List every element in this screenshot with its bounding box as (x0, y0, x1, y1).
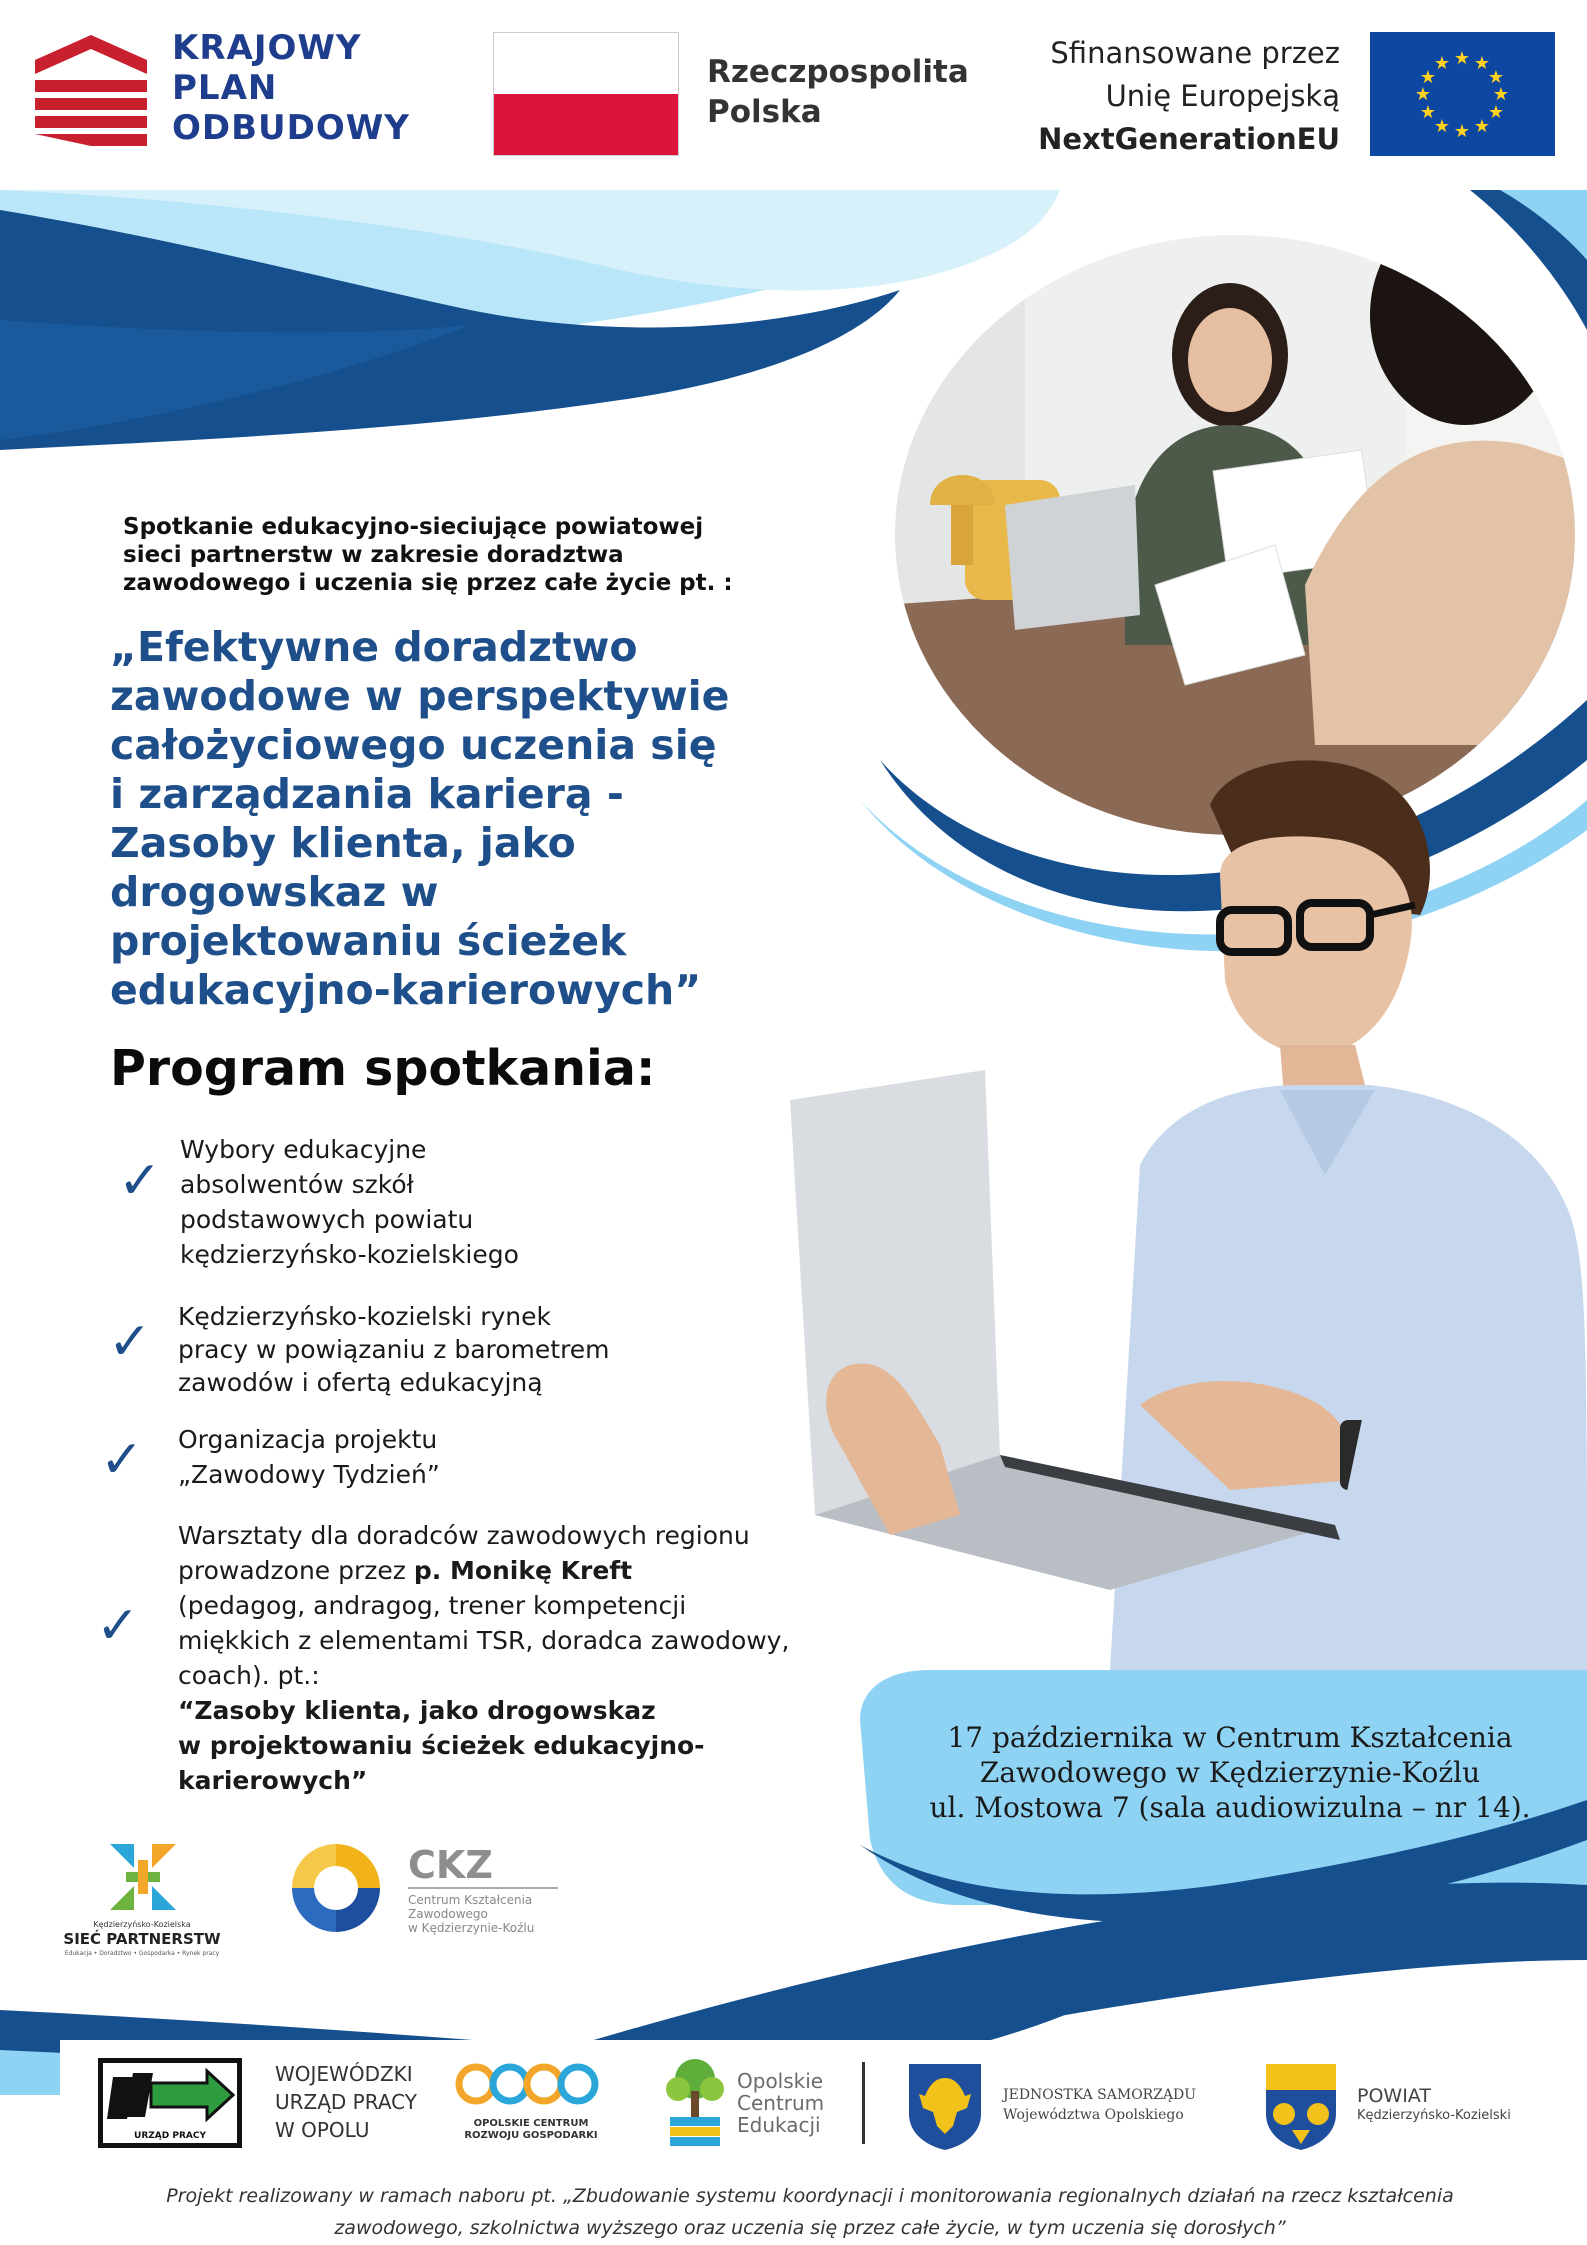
ckz-line1: Centrum Kształcenia (408, 1893, 533, 1907)
rp-line2: Polska (707, 94, 822, 130)
item2-line1: Kędzierzyńsko-kozielski rynek (178, 1302, 551, 1331)
item3-line1: Organizacja projektu (178, 1425, 438, 1454)
venue-line3: ul. Mostowa 7 (sala audiowizulna – nr 14). (929, 1791, 1531, 1824)
eu-line1: Sfinansowane przez (1050, 36, 1340, 70)
polish-flag-icon (493, 32, 679, 156)
title-line1: „Efektywne doradztwo (110, 623, 638, 671)
checkmark-icon: ✓ (118, 1151, 162, 1211)
jst-text (1003, 2085, 1196, 2125)
speaker-name: p. Monikę Kreft (413, 1556, 633, 1585)
ocrg-line1: OPOLSKIE CENTRUM (473, 2118, 589, 2129)
item1-line4: kędzierzyńsko-kozielskiego (180, 1240, 519, 1269)
ckz-line2: Zawodowego (408, 1907, 488, 1921)
svg-text:★: ★ (1453, 48, 1471, 69)
powiat-crest-icon (1262, 2060, 1340, 2152)
ckz-line3: w Kędzierzynie-Koźlu (408, 1921, 535, 1935)
item4-line8: karierowych” (178, 1766, 368, 1795)
ocrg-line2: ROZWOJU GOSPODARKI (464, 2130, 598, 2141)
siec-partnerstw-logo (42, 1820, 242, 1970)
siec-tagline: Edukacja • Doradztwo • Gospodarka • Rynek pracy (64, 1950, 220, 1957)
wup-arrow-icon (107, 2067, 235, 2125)
kpo-line2: PLAN (172, 68, 278, 108)
logo-divider (862, 2062, 865, 2144)
item4-line2-prefix: prowadzone przez (178, 1556, 414, 1585)
item3-line2: „Zawodowy Tydzień” (178, 1460, 440, 1489)
item2-line2: pracy w powiązaniu z barometrem (178, 1335, 610, 1364)
footer-line1: Projekt realizowany w ramach naboru pt. „Zbudowanie systemu koordynacji i monitorowania regionalnych działań na rzecz kształcenia (166, 2185, 1454, 2207)
item4-line6: “Zasoby klienta, jako drogowskaz (178, 1696, 656, 1725)
title-line5: Zasoby klienta, jako (110, 819, 576, 867)
svg-text:★: ★ (1419, 67, 1437, 88)
wup-line3: W OPOLU (275, 2118, 370, 2142)
svg-text:★: ★ (1453, 121, 1471, 142)
svg-text:★: ★ (1473, 116, 1491, 137)
powiat-line2: Kędzierzyńsko-Kozielski (1357, 2108, 1511, 2123)
opolskie-crest-icon (905, 2060, 985, 2152)
svg-text:★: ★ (1487, 67, 1505, 88)
powiat-text (1357, 2085, 1511, 2125)
ocrg-logo-icon (452, 2060, 610, 2108)
intro-line1: Spotkanie edukacyjno-sieciujące powiatowej (123, 514, 704, 540)
wup-logo-icon (98, 2058, 242, 2148)
event-title (110, 623, 870, 1015)
venue-line2: Zawodowego w Kędzierzynie-Koźlu (979, 1756, 1481, 1789)
event-intro (123, 513, 803, 597)
program-item-3 (178, 1422, 718, 1492)
svg-text:★: ★ (1414, 84, 1432, 105)
siec-small-text: Kędzierzyńsko-Kozielska (93, 1920, 191, 1929)
rp-text (707, 52, 969, 132)
eu-line2: Unię Europejską (1105, 79, 1340, 113)
item1-line3: podstawowych powiatu (180, 1205, 474, 1234)
wup-line2: URZĄD PRACY (275, 2090, 417, 2114)
wup-line1: WOJEWÓDZKI (275, 2062, 413, 2086)
program-item-4 (178, 1518, 898, 1798)
title-line4: i zarządzania karierą - (110, 770, 624, 818)
item1-line2: absolwentów szkół (180, 1170, 414, 1199)
jst-line1: JEDNOSTKA SAMORZĄDU (1003, 2087, 1197, 2103)
wup-sign-text: URZĄD PRACY (134, 2131, 206, 2141)
item2-line3: zawodów i ofertą edukacyjną (178, 1368, 543, 1397)
checkmark-icon: ✓ (108, 1312, 152, 1372)
intro-line2: sieci partnerstw w zakresie doradztwa (123, 542, 624, 568)
oce-line1: Opolskie (737, 2069, 824, 2093)
jst-line2: Województwa Opolskiego (1003, 2107, 1184, 2123)
intro-line3: zawodowego i uczenia się przez całe życie pt. : (123, 570, 733, 596)
item4-line7: w projektowaniu ścieżek edukacyjno- (178, 1731, 705, 1760)
event-venue (890, 1720, 1570, 1825)
powiat-line1: POWIAT (1357, 2085, 1431, 2107)
kpo-logo-icon (32, 30, 150, 148)
item4-line3: (pedagog, andragog, trener kompetencji (178, 1591, 687, 1620)
ckz-divider (408, 1887, 558, 1889)
venue-line1: 17 października w Centrum Kształcenia (947, 1721, 1513, 1754)
oce-text (737, 2070, 824, 2136)
item4-line4: miękkich z elementami TSR, doradca zawodowy, (178, 1626, 790, 1655)
siec-name: SIEĆ PARTNERSTW (63, 1930, 221, 1948)
oce-line3: Edukacji (737, 2113, 821, 2137)
checkmark-icon: ✓ (100, 1430, 144, 1490)
program-item-2 (178, 1300, 718, 1399)
wup-text (275, 2060, 417, 2144)
item1-line1: Wybory edukacyjne (180, 1135, 427, 1164)
svg-text:★: ★ (1433, 116, 1451, 137)
svg-text:★: ★ (1419, 102, 1437, 123)
footer-line2: zawodowego, szkolnictwa wyższego oraz uczenia się przez całe życie, w tym uczenia się dorosłych” (334, 2217, 1286, 2239)
title-line7: projektowaniu ścieżek (110, 917, 627, 965)
kpo-line1: KRAJOWY (172, 28, 362, 68)
eu-line3: NextGenerationEU (1038, 122, 1340, 156)
oce-tree-icon (662, 2055, 728, 2150)
ocrg-text (445, 2118, 617, 2142)
siec-partnerstw-icon (104, 1838, 182, 1916)
project-footer-note (150, 2180, 1470, 2244)
svg-text:★: ★ (1433, 53, 1451, 74)
man-with-laptop-photo (780, 745, 1587, 1670)
item4-line2 (178, 1553, 898, 1588)
rp-line1: Rzeczpospolita (707, 54, 969, 90)
oce-line2: Centrum (737, 2091, 825, 2115)
title-line3: całożyciowego uczenia się (110, 721, 717, 769)
svg-text:★: ★ (1473, 53, 1491, 74)
title-line2: zawodowe w perspektywie (110, 672, 730, 720)
program-item-1 (180, 1132, 700, 1272)
checkmark-icon: ✓ (96, 1596, 140, 1656)
kpo-line3: ODBUDOWY (172, 108, 410, 148)
ckz-logo-text (408, 1845, 558, 1935)
eu-flag-icon (1370, 32, 1555, 156)
ckz-abbr: CKZ (408, 1843, 493, 1887)
ckz-logo-icon (288, 1840, 384, 1936)
svg-text:★: ★ (1492, 84, 1510, 105)
program-heading: Program spotkania: (110, 1040, 656, 1097)
item4-line1: Warsztaty dla doradców zawodowych regionu (178, 1521, 750, 1550)
eu-funding-text (1000, 32, 1340, 161)
title-line6: drogowskaz w (110, 868, 439, 916)
svg-text:★: ★ (1487, 102, 1505, 123)
title-line8: edukacyjno-karierowych” (110, 966, 702, 1014)
kpo-logo-text (172, 28, 410, 148)
item4-line5: coach). pt.: (178, 1661, 320, 1690)
